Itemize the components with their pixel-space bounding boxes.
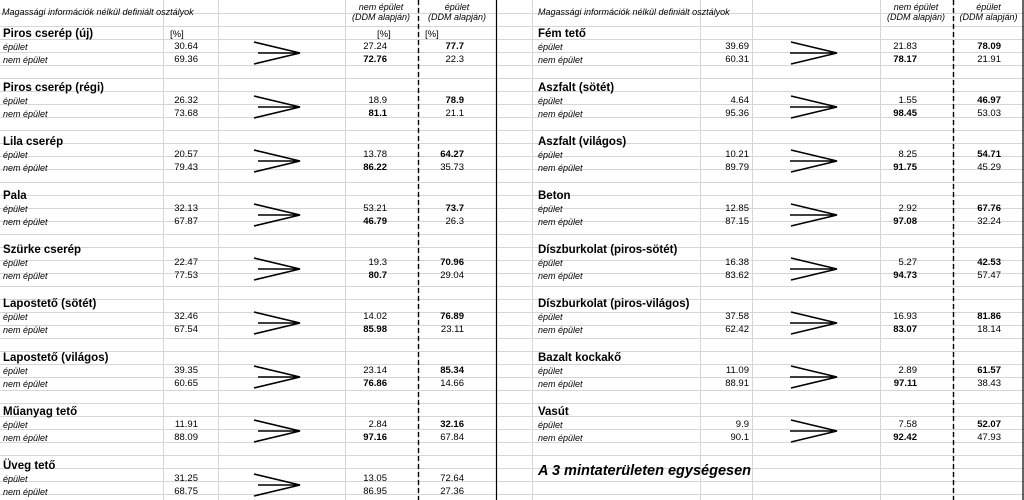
value-a: 60.65 bbox=[174, 378, 198, 389]
right-header-epulet-1: épület bbox=[976, 2, 1001, 12]
row-label-epulet: épület bbox=[538, 258, 563, 268]
value-c: 32.16 bbox=[440, 419, 464, 430]
arrow-icon bbox=[254, 312, 300, 334]
arrow-icon bbox=[790, 42, 837, 64]
value-b: 7.58 bbox=[898, 419, 917, 430]
value-b: 14.02 bbox=[363, 311, 387, 322]
arrow-icon bbox=[790, 204, 837, 226]
value-c: 35.73 bbox=[440, 162, 464, 173]
value-a: 32.46 bbox=[174, 311, 198, 322]
arrow-icon bbox=[790, 312, 837, 334]
value-c: 32.24 bbox=[977, 216, 1001, 227]
value-c: 67.76 bbox=[977, 203, 1001, 214]
value-a: 26.32 bbox=[174, 95, 198, 106]
value-b: 5.27 bbox=[898, 257, 917, 268]
value-a: 83.62 bbox=[725, 270, 749, 281]
value-c: 54.71 bbox=[977, 149, 1001, 160]
arrow-icon bbox=[254, 420, 300, 442]
value-c: 21.91 bbox=[977, 54, 1001, 65]
value-b: 46.79 bbox=[363, 216, 387, 227]
arrow-icon bbox=[254, 204, 300, 226]
value-c: 70.96 bbox=[440, 257, 464, 268]
row-label-epulet: épület bbox=[538, 204, 563, 214]
value-c: 46.97 bbox=[977, 95, 1001, 106]
value-a: 39.35 bbox=[174, 365, 198, 376]
class-title: Műanyag tető bbox=[3, 406, 78, 418]
class-title: Fém tető bbox=[538, 28, 586, 40]
value-b: 2.89 bbox=[898, 365, 917, 376]
value-b: 27.24 bbox=[363, 41, 387, 52]
value-b: 13.05 bbox=[363, 473, 387, 484]
arrow-icon bbox=[254, 96, 300, 118]
value-a: 11.09 bbox=[725, 365, 749, 376]
arrow-icon bbox=[254, 366, 300, 388]
unit-label-a: [%] bbox=[170, 29, 184, 40]
value-c: 67.84 bbox=[440, 432, 464, 443]
value-a: 67.54 bbox=[174, 324, 198, 335]
value-c: 14.66 bbox=[440, 378, 464, 389]
value-b: 83.07 bbox=[893, 324, 917, 335]
value-a: 9.9 bbox=[735, 419, 749, 430]
class-title: Díszburkolat (piros-sötét) bbox=[538, 244, 678, 256]
unit-label-b: [%] bbox=[377, 29, 391, 40]
row-label-nem_epulet: nem épület bbox=[3, 379, 48, 389]
row-label-nem_epulet: nem épület bbox=[538, 55, 583, 65]
class-title: Beton bbox=[538, 190, 571, 202]
value-b: 76.86 bbox=[363, 378, 387, 389]
unit-label-c: [%] bbox=[425, 29, 439, 40]
value-a: 11.91 bbox=[174, 419, 198, 430]
row-label-nem_epulet: nem épület bbox=[3, 325, 48, 335]
value-c: 26.3 bbox=[445, 216, 464, 227]
value-c: 78.9 bbox=[445, 95, 464, 106]
value-a: 16.38 bbox=[725, 257, 749, 268]
value-a: 77.53 bbox=[174, 270, 198, 281]
value-b: 81.1 bbox=[368, 108, 387, 119]
value-a: 10.21 bbox=[725, 149, 749, 160]
left-header-title: Magassági információk nélkül definiált osztályok bbox=[2, 7, 194, 17]
arrow-icon bbox=[790, 420, 837, 442]
value-c: 27.36 bbox=[440, 486, 464, 497]
left-header-epulet-1: épület bbox=[444, 2, 470, 12]
value-b: 80.7 bbox=[368, 270, 387, 281]
value-a: 31.25 bbox=[174, 473, 198, 484]
left-header-epulet-2: (DDM alapján) bbox=[427, 12, 487, 22]
arrow-icon bbox=[790, 366, 837, 388]
value-a: 39.69 bbox=[725, 41, 749, 52]
value-c: 77.7 bbox=[445, 41, 464, 52]
row-label-nem_epulet: nem épület bbox=[538, 163, 583, 173]
value-a: 79.43 bbox=[174, 162, 198, 173]
row-label-nem_epulet: nem épület bbox=[538, 379, 583, 389]
class-title: Bazalt kockakő bbox=[538, 352, 622, 364]
value-a: 69.36 bbox=[174, 54, 198, 65]
value-b: 92.42 bbox=[893, 432, 917, 443]
value-b: 23.14 bbox=[363, 365, 387, 376]
value-b: 97.08 bbox=[893, 216, 917, 227]
row-label-nem_epulet: nem épület bbox=[3, 487, 48, 497]
right-header-nem-epulet-1: nem épület bbox=[893, 2, 939, 12]
value-c: 73.7 bbox=[445, 203, 464, 214]
value-c: 22.3 bbox=[445, 54, 464, 65]
value-a: 67.87 bbox=[174, 216, 198, 227]
class-title: Pala bbox=[3, 190, 27, 202]
value-b: 86.95 bbox=[363, 486, 387, 497]
row-label-epulet: épület bbox=[538, 150, 563, 160]
row-label-epulet: épület bbox=[538, 420, 563, 430]
arrow-icon bbox=[254, 258, 300, 280]
row-label-nem_epulet: nem épület bbox=[3, 55, 48, 65]
row-label-nem_epulet: nem épület bbox=[538, 217, 583, 227]
value-c: 76.89 bbox=[440, 311, 464, 322]
row-label-nem_epulet: nem épület bbox=[538, 433, 583, 443]
value-a: 4.64 bbox=[730, 95, 749, 106]
class-title: Lila cserép bbox=[3, 136, 64, 148]
right-header-epulet-2: (DDM alapján) bbox=[959, 12, 1018, 22]
row-label-epulet: épület bbox=[3, 312, 28, 322]
value-c: 52.07 bbox=[977, 419, 1001, 430]
row-label-epulet: épület bbox=[3, 42, 28, 52]
value-c: 47.93 bbox=[977, 432, 1001, 443]
row-label-nem_epulet: nem épület bbox=[3, 271, 48, 281]
value-c: 42.53 bbox=[977, 257, 1001, 268]
class-title: Lapostető (világos) bbox=[3, 352, 109, 364]
value-a: 68.75 bbox=[174, 486, 198, 497]
value-b: 94.73 bbox=[893, 270, 917, 281]
value-b: 72.76 bbox=[363, 54, 387, 65]
arrow-icon bbox=[790, 258, 837, 280]
class-title: Aszfalt (világos) bbox=[538, 136, 627, 148]
value-b: 19.3 bbox=[368, 257, 387, 268]
row-label-epulet: épület bbox=[538, 42, 563, 52]
value-b: 8.25 bbox=[898, 149, 917, 160]
value-b: 16.93 bbox=[893, 311, 917, 322]
value-a: 90.1 bbox=[730, 432, 749, 443]
value-c: 29.04 bbox=[440, 270, 464, 281]
row-label-epulet: épület bbox=[3, 204, 28, 214]
class-title: Aszfalt (sötét) bbox=[538, 82, 615, 94]
row-label-nem_epulet: nem épület bbox=[3, 163, 48, 173]
value-a: 62.42 bbox=[725, 324, 749, 335]
class-title: Vasút bbox=[538, 406, 569, 418]
row-label-epulet: épület bbox=[3, 366, 28, 376]
value-a: 32.13 bbox=[174, 203, 198, 214]
value-c: 53.03 bbox=[977, 108, 1001, 119]
row-label-nem_epulet: nem épület bbox=[538, 109, 583, 119]
row-label-epulet: épület bbox=[3, 150, 28, 160]
left-header-nem-epulet-1: nem épület bbox=[358, 2, 404, 12]
value-c: 21.1 bbox=[445, 108, 464, 119]
value-a: 87.15 bbox=[725, 216, 749, 227]
row-label-nem_epulet: nem épület bbox=[538, 325, 583, 335]
value-b: 18.9 bbox=[368, 95, 387, 106]
value-a: 60.31 bbox=[725, 54, 749, 65]
row-label-epulet: épület bbox=[538, 96, 563, 106]
value-c: 78.09 bbox=[977, 41, 1001, 52]
value-c: 18.14 bbox=[977, 324, 1001, 335]
arrow-icon bbox=[790, 150, 837, 172]
arrow-icon bbox=[254, 42, 300, 64]
row-label-nem_epulet: nem épület bbox=[3, 433, 48, 443]
row-label-nem_epulet: nem épület bbox=[3, 109, 48, 119]
value-a: 30.64 bbox=[174, 41, 198, 52]
value-b: 78.17 bbox=[893, 54, 917, 65]
row-label-epulet: épület bbox=[3, 258, 28, 268]
row-label-epulet: épület bbox=[538, 366, 563, 376]
left-header-nem-epulet-2: (DDM alapján) bbox=[351, 12, 411, 22]
value-c: 72.64 bbox=[440, 473, 464, 484]
arrow-icon bbox=[790, 96, 837, 118]
value-a: 12.85 bbox=[725, 203, 749, 214]
value-c: 38.43 bbox=[977, 378, 1001, 389]
value-a: 20.57 bbox=[174, 149, 198, 160]
value-a: 88.09 bbox=[174, 432, 198, 443]
value-c: 61.57 bbox=[977, 365, 1001, 376]
summary-text: A 3 mintaterületen egységesen bbox=[538, 463, 752, 479]
value-c: 81.86 bbox=[977, 311, 1001, 322]
value-b: 53.21 bbox=[363, 203, 387, 214]
class-title: Piros cserép (új) bbox=[3, 28, 94, 40]
class-title: Díszburkolat (piros-világos) bbox=[538, 298, 690, 310]
row-label-nem_epulet: nem épület bbox=[3, 217, 48, 227]
value-b: 21.83 bbox=[893, 41, 917, 52]
value-c: 57.47 bbox=[977, 270, 1001, 281]
value-a: 88.91 bbox=[725, 378, 749, 389]
class-title: Piros cserép (régi) bbox=[3, 82, 104, 94]
value-c: 85.34 bbox=[440, 365, 464, 376]
class-title: Szürke cserép bbox=[3, 244, 81, 256]
value-a: 89.79 bbox=[725, 162, 749, 173]
value-b: 85.98 bbox=[363, 324, 387, 335]
value-b: 2.92 bbox=[898, 203, 917, 214]
row-label-nem_epulet: nem épület bbox=[538, 271, 583, 281]
value-b: 98.45 bbox=[893, 108, 917, 119]
value-b: 86.22 bbox=[363, 162, 387, 173]
value-b: 97.11 bbox=[893, 378, 917, 389]
row-label-epulet: épület bbox=[3, 96, 28, 106]
row-label-epulet: épület bbox=[3, 420, 28, 430]
row-label-epulet: épület bbox=[538, 312, 563, 322]
value-c: 64.27 bbox=[440, 149, 464, 160]
right-header-nem-epulet-2: (DDM alapján) bbox=[886, 12, 946, 22]
row-label-epulet: épület bbox=[3, 474, 28, 484]
value-b: 91.75 bbox=[893, 162, 917, 173]
class-title: Lapostető (sötét) bbox=[3, 298, 97, 310]
value-b: 2.84 bbox=[368, 419, 387, 430]
value-c: 23.11 bbox=[440, 324, 464, 335]
value-b: 13.78 bbox=[363, 149, 387, 160]
value-a: 22.47 bbox=[174, 257, 198, 268]
value-a: 95.36 bbox=[725, 108, 749, 119]
arrow-icon bbox=[254, 474, 300, 496]
value-a: 37.58 bbox=[725, 311, 749, 322]
value-b: 97.16 bbox=[363, 432, 387, 443]
value-b: 1.55 bbox=[898, 95, 917, 106]
right-header-title: Magassági információk nélkül definiált osztályok bbox=[538, 7, 730, 17]
value-a: 73.68 bbox=[174, 108, 198, 119]
class-title: Üveg tető bbox=[3, 460, 56, 472]
arrow-icon bbox=[254, 150, 300, 172]
value-c: 45.29 bbox=[977, 162, 1001, 173]
